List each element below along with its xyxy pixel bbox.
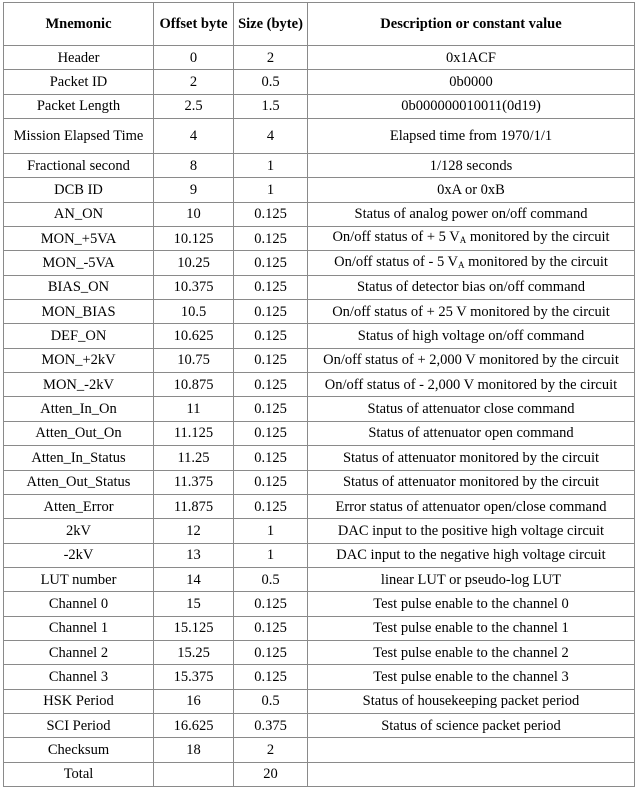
cell-mnemonic: Atten_In_Status — [4, 446, 154, 470]
cell-description: Error status of attenuator open/close command — [308, 494, 635, 518]
cell-offset: 10.875 — [154, 373, 234, 397]
cell-offset — [154, 762, 234, 786]
cell-size: 0.125 — [234, 592, 308, 616]
cell-size: 0.125 — [234, 470, 308, 494]
cell-size: 0.125 — [234, 373, 308, 397]
table-row — [4, 470, 635, 494]
table-row — [4, 519, 635, 543]
table-row — [4, 689, 635, 713]
table-row — [4, 275, 635, 299]
description-text: On/off status of + 5 V — [332, 229, 460, 246]
cell-offset: 15.25 — [154, 640, 234, 664]
cell-description: Status of science packet period — [308, 713, 635, 737]
description-subscript: A — [458, 259, 465, 270]
description-text-after: monitored by the circuit — [466, 229, 610, 246]
cell-mnemonic: DEF_ON — [4, 324, 154, 348]
cell-offset: 11 — [154, 397, 234, 421]
cell-description: 0b000000010011(0d19) — [308, 94, 635, 118]
cell-description: Test pulse enable to the channel 0 — [308, 592, 635, 616]
cell-size: 0.125 — [234, 251, 308, 275]
header-mnemonic: Mnemonic — [4, 3, 154, 46]
cell-size: 0.125 — [234, 640, 308, 664]
cell-offset: 11.125 — [154, 421, 234, 445]
cell-description: Status of detector bias on/off command — [308, 275, 635, 299]
cell-offset: 8 — [154, 154, 234, 178]
cell-offset: 16.625 — [154, 713, 234, 737]
cell-description: On/off status of + 25 V monitored by the circuit — [308, 300, 635, 324]
table-row — [4, 543, 635, 567]
cell-offset: 15.375 — [154, 665, 234, 689]
cell-description: Status of attenuator monitored by the circuit — [308, 446, 635, 470]
cell-offset: 10.125 — [154, 227, 234, 251]
cell-offset: 15.125 — [154, 616, 234, 640]
cell-mnemonic: Atten_In_On — [4, 397, 154, 421]
cell-size: 1 — [234, 178, 308, 202]
cell-mnemonic: Checksum — [4, 738, 154, 762]
table-row — [4, 202, 635, 226]
table-row — [4, 567, 635, 591]
cell-size: 20 — [234, 762, 308, 786]
table-row — [4, 373, 635, 397]
cell-size: 2 — [234, 738, 308, 762]
cell-offset: 10.625 — [154, 324, 234, 348]
cell-mnemonic: Atten_Out_Status — [4, 470, 154, 494]
table-row — [4, 713, 635, 737]
table-row — [4, 251, 635, 275]
cell-description: Status of attenuator open command — [308, 421, 635, 445]
table-row — [4, 348, 635, 372]
table-row — [4, 119, 635, 154]
cell-size: 1 — [234, 519, 308, 543]
cell-mnemonic: BIAS_ON — [4, 275, 154, 299]
cell-offset: 9 — [154, 178, 234, 202]
cell-offset: 10.375 — [154, 275, 234, 299]
cell-description — [308, 762, 635, 786]
cell-description — [308, 227, 635, 251]
table-row — [4, 616, 635, 640]
cell-mnemonic: LUT number — [4, 567, 154, 591]
cell-offset: 10.25 — [154, 251, 234, 275]
cell-description: Test pulse enable to the channel 3 — [308, 665, 635, 689]
cell-size: 0.125 — [234, 665, 308, 689]
cell-size: 0.125 — [234, 421, 308, 445]
cell-description: DAC input to the negative high voltage circuit — [308, 543, 635, 567]
cell-size: 1.5 — [234, 94, 308, 118]
cell-offset: 11.25 — [154, 446, 234, 470]
table-row — [4, 738, 635, 762]
table-row — [4, 397, 635, 421]
cell-description: On/off status of + 2,000 V monitored by the circuit — [308, 348, 635, 372]
cell-size: 0.125 — [234, 397, 308, 421]
table-row — [4, 178, 635, 202]
cell-size: 1 — [234, 543, 308, 567]
cell-offset: 11.875 — [154, 494, 234, 518]
cell-size: 0.125 — [234, 300, 308, 324]
cell-size: 0.5 — [234, 70, 308, 94]
cell-description: Status of analog power on/off command — [308, 202, 635, 226]
cell-mnemonic: MON_BIAS — [4, 300, 154, 324]
cell-size: 0.125 — [234, 324, 308, 348]
table-row — [4, 640, 635, 664]
cell-size: 0.5 — [234, 689, 308, 713]
cell-offset: 10.75 — [154, 348, 234, 372]
header-offset: Offset byte — [154, 3, 234, 46]
cell-mnemonic: Total — [4, 762, 154, 786]
cell-offset: 10 — [154, 202, 234, 226]
cell-size: 2 — [234, 46, 308, 70]
cell-offset: 13 — [154, 543, 234, 567]
cell-offset: 15 — [154, 592, 234, 616]
table-row — [4, 446, 635, 470]
cell-size: 0.125 — [234, 348, 308, 372]
cell-mnemonic: MON_+5VA — [4, 227, 154, 251]
cell-offset: 10.5 — [154, 300, 234, 324]
table-row — [4, 94, 635, 118]
cell-offset: 12 — [154, 519, 234, 543]
table-row — [4, 324, 635, 348]
cell-description: Elapsed time from 1970/1/1 — [308, 119, 635, 154]
cell-description: Status of housekeeping packet period — [308, 689, 635, 713]
cell-mnemonic: Channel 0 — [4, 592, 154, 616]
header-row — [4, 3, 635, 46]
cell-offset: 2.5 — [154, 94, 234, 118]
cell-size: 0.125 — [234, 202, 308, 226]
cell-description: Status of attenuator monitored by the circuit — [308, 470, 635, 494]
cell-description: Test pulse enable to the channel 2 — [308, 640, 635, 664]
cell-mnemonic: MON_-5VA — [4, 251, 154, 275]
cell-mnemonic: Channel 1 — [4, 616, 154, 640]
cell-offset: 4 — [154, 119, 234, 154]
cell-offset: 0 — [154, 46, 234, 70]
cell-size: 4 — [234, 119, 308, 154]
cell-mnemonic: HSK Period — [4, 689, 154, 713]
cell-mnemonic: AN_ON — [4, 202, 154, 226]
cell-size: 1 — [234, 154, 308, 178]
cell-description: 0x1ACF — [308, 46, 635, 70]
cell-description: 0b0000 — [308, 70, 635, 94]
cell-mnemonic: Header — [4, 46, 154, 70]
table-row — [4, 592, 635, 616]
cell-size: 0.125 — [234, 446, 308, 470]
packet-table-container — [3, 2, 635, 787]
cell-mnemonic: Channel 2 — [4, 640, 154, 664]
cell-mnemonic: Fractional second — [4, 154, 154, 178]
cell-mnemonic: MON_+2kV — [4, 348, 154, 372]
table-body — [4, 46, 635, 787]
cell-size: 0.5 — [234, 567, 308, 591]
cell-size: 0.125 — [234, 227, 308, 251]
cell-description — [308, 251, 635, 275]
cell-description: Status of high voltage on/off command — [308, 324, 635, 348]
cell-offset: 14 — [154, 567, 234, 591]
cell-offset: 18 — [154, 738, 234, 762]
cell-mnemonic: Packet ID — [4, 70, 154, 94]
packet-format-table — [3, 2, 635, 787]
table-row — [4, 300, 635, 324]
table-row — [4, 227, 635, 251]
cell-mnemonic: 2kV — [4, 519, 154, 543]
cell-mnemonic: -2kV — [4, 543, 154, 567]
cell-mnemonic: Atten_Error — [4, 494, 154, 518]
cell-offset: 11.375 — [154, 470, 234, 494]
description-subscript: A — [459, 235, 467, 246]
table-row — [4, 762, 635, 786]
cell-description: linear LUT or pseudo-log LUT — [308, 567, 635, 591]
cell-size: 0.375 — [234, 713, 308, 737]
description-text-after: monitored by the circuit — [464, 253, 608, 270]
cell-description: Test pulse enable to the channel 1 — [308, 616, 635, 640]
cell-mnemonic: Channel 3 — [4, 665, 154, 689]
cell-mnemonic: Mission Elapsed Time — [4, 119, 154, 154]
cell-description: 1/128 seconds — [308, 154, 635, 178]
cell-offset: 16 — [154, 689, 234, 713]
cell-description: DAC input to the positive high voltage circuit — [308, 519, 635, 543]
table-row — [4, 70, 635, 94]
cell-size: 0.125 — [234, 494, 308, 518]
cell-mnemonic: Atten_Out_On — [4, 421, 154, 445]
cell-mnemonic: MON_-2kV — [4, 373, 154, 397]
table-row — [4, 46, 635, 70]
header-description: Description or constant value — [308, 3, 635, 46]
cell-description: Status of attenuator close command — [308, 397, 635, 421]
cell-description: On/off status of - 2,000 V monitored by the circuit — [308, 373, 635, 397]
table-row — [4, 154, 635, 178]
cell-description — [308, 738, 635, 762]
table-row — [4, 665, 635, 689]
table-row — [4, 494, 635, 518]
cell-mnemonic: Packet Length — [4, 94, 154, 118]
description-text: On/off status of - 5 V — [334, 253, 459, 270]
cell-offset: 2 — [154, 70, 234, 94]
cell-mnemonic: SCI Period — [4, 713, 154, 737]
cell-size: 0.125 — [234, 616, 308, 640]
table-row — [4, 421, 635, 445]
header-size: Size (byte) — [234, 3, 308, 46]
cell-description: 0xA or 0xB — [308, 178, 635, 202]
cell-mnemonic: DCB ID — [4, 178, 154, 202]
cell-size: 0.125 — [234, 275, 308, 299]
